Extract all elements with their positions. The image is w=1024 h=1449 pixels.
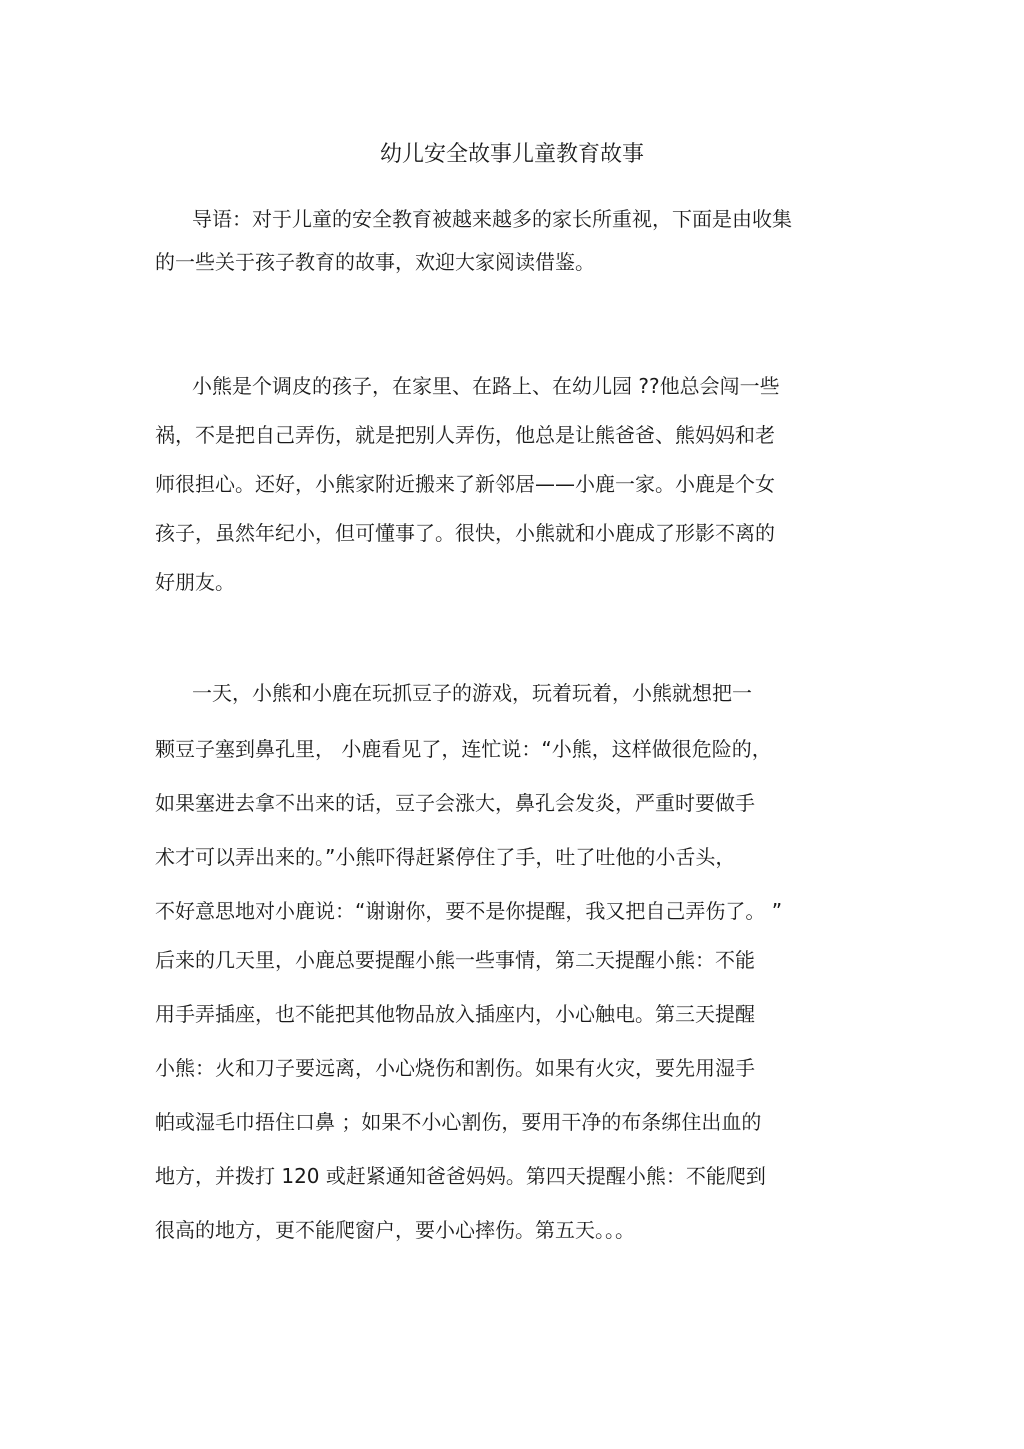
intro-line: 导语：对于儿童的安全教育被越来越多的家长所重视，下面是由收集 [192, 207, 792, 231]
paragraph-line: 如果塞进去拿不出来的话，豆子会涨大，鼻孔会发炎，严重时要做手 [155, 791, 755, 815]
paragraph-line: 小熊是个调皮的孩子，在家里、在路上、在幼儿园 ??他总会闯一些 [192, 374, 780, 398]
paragraph-line: 帕或湿毛巾捂住口鼻 ；如果不小心割伤，要用干净的布条绑住出血的 [155, 1110, 762, 1134]
paragraph-line: 祸，不是把自己弄伤，就是把别人弄伤，他总是让熊爸爸、熊妈妈和老 [155, 423, 775, 447]
paragraph-line: 后来的几天里，小鹿总要提醒小熊一些事情，第二天提醒小熊：不能 [155, 948, 755, 972]
paragraph-line: 用手弄插座，也不能把其他物品放入插座内，小心触电。第三天提醒 [155, 1002, 755, 1026]
paragraph-line: 师很担心。还好，小熊家附近搬来了新邻居——小鹿一家。小鹿是个女 [155, 472, 775, 496]
paragraph-line: 不好意思地对小鹿说：“谢谢你，要不是你提醒，我又把自己弄伤了。 ” [155, 899, 783, 923]
paragraph-line: 小熊：火和刀子要远离，小心烧伤和割伤。如果有火灾，要先用湿手 [155, 1056, 755, 1080]
paragraph-line: 术才可以弄出来的。”小熊吓得赶紧停住了手，吐了吐他的小舌头， [155, 845, 736, 869]
intro-line: 的一些关于孩子教育的故事，欢迎大家阅读借鉴。 [155, 250, 595, 274]
page-title: 幼儿安全故事儿童教育故事 [379, 142, 644, 167]
paragraph-line: 很高的地方，更不能爬窗户，要小心摔伤。第五天。。。 [155, 1218, 635, 1242]
paragraph-line: 孩子，虽然年纪小，但可懂事了。很快，小熊就和小鹿成了形影不离的 [155, 521, 775, 545]
paragraph-line: 一天，小熊和小鹿在玩抓豆子的游戏，玩着玩着，小熊就想把一 [192, 681, 752, 705]
paragraph-line: 地方，并拨打 120 或赶紧通知爸爸妈妈。第四天提醒小熊：不能爬到 [155, 1164, 766, 1188]
paragraph-line: 好朋友。 [155, 570, 235, 594]
paragraph-line: 颗豆子塞到鼻孔里， 小鹿看见了，连忙说：“小熊，这样做很危险的， [155, 737, 772, 761]
